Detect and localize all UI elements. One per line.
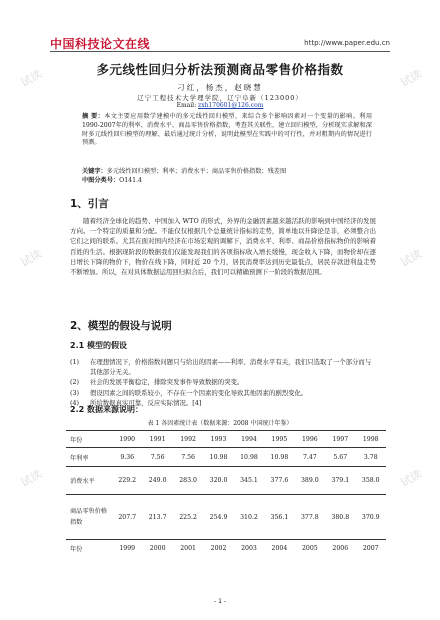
watermark: 试读	[18, 247, 45, 270]
table-cell: 379.1	[325, 467, 355, 495]
table-cell: 356.1	[264, 495, 294, 540]
table-header-cell: 1999	[112, 540, 142, 558]
paper-authors: 刁红，杨杰，赵晓慧	[177, 83, 263, 92]
table-cell: 389.0	[295, 467, 325, 495]
abstract-text: 本文主要应用数学建模中的多元线性回归模型，来综合多个影响因素对一个变量的影响。利用1990-2007年的利率、消费水平、商品零售价格指数，考查其关联性，建立回归模型，分析现实求解和深时多元线性回归模型的理解、最后通过统计分析，说明此模型在实践中的可行性，并对粗期内的情况进行预测。	[82, 113, 373, 147]
table-cell: 207.7	[112, 495, 142, 540]
table-row	[66, 467, 386, 495]
list-item	[70, 357, 376, 377]
table-header-cell: 1992	[173, 431, 203, 448]
table-header-row	[66, 431, 386, 448]
table-header-cell: 2006	[325, 540, 355, 558]
table-cell: 3.78	[356, 448, 387, 467]
table-cell: 370.9	[356, 495, 387, 540]
table-cell: 310.2	[234, 495, 264, 540]
table-cell: 年利率	[66, 448, 112, 467]
table-header-cell: 1991	[142, 431, 172, 448]
list-item	[70, 388, 376, 398]
table-header-cell: 2007	[356, 540, 387, 558]
table-cell: 249.0	[142, 467, 172, 495]
list-item-number: (3)	[70, 388, 80, 397]
keywords-text: 多元线性回归模型；利率；消费水平；商品零售价格指数；残差图	[106, 168, 287, 175]
table-cell: 283.0	[173, 467, 203, 495]
table-header-cell: 2004	[264, 540, 294, 558]
classification-label: 中图分类号：	[82, 177, 120, 184]
table-header-cell: 2001	[173, 540, 203, 558]
watermark: 试读	[398, 467, 425, 490]
table-header-cell: 1994	[234, 431, 264, 448]
table-cell: 225.2	[173, 495, 203, 540]
section-2-heading: 2、模型的假设与说明	[70, 320, 172, 332]
watermark: 试读	[398, 67, 425, 90]
table-header-cell: 2005	[295, 540, 325, 558]
section-1-heading: 1、引言	[70, 198, 109, 210]
abstract	[82, 113, 372, 148]
watermark: 试读	[398, 247, 425, 270]
page-number: - 1 -	[214, 598, 226, 605]
table-cell: 7.47	[295, 448, 325, 467]
table-cell: 213.7	[142, 495, 172, 540]
watermark: 试读	[18, 467, 45, 490]
section-2-2-heading: 2.2 数据来源说明：	[70, 405, 143, 414]
table-header-cell: 2003	[234, 540, 264, 558]
list-item-number: (4)	[70, 398, 80, 407]
table-cell: 358.0	[356, 467, 387, 495]
author-email	[0, 102, 440, 109]
table-header-cell: 1998	[356, 431, 387, 448]
assumption-list	[70, 357, 376, 408]
keywords-label: 关键字：	[82, 168, 107, 175]
table-row	[66, 448, 386, 467]
table-header-cell: 年份	[66, 431, 112, 448]
table-cell: 10.98	[264, 448, 294, 467]
list-item-number: (2)	[70, 378, 80, 387]
section-2-1-heading: 2.1 模型的假设	[70, 341, 127, 350]
list-item-text: 所给数据真实可靠，反应实际情况。[4]	[90, 398, 202, 407]
classification-number	[82, 177, 372, 186]
table-header-row	[66, 540, 386, 558]
table-header-cell: 1993	[203, 431, 233, 448]
table-cell: 229.2	[112, 467, 142, 495]
table-cell: 消费水平	[66, 467, 112, 495]
table-header-cell: 2000	[142, 540, 172, 558]
table-header-cell: 年份	[66, 540, 112, 558]
site-url[interactable]: http://www.paper.edu.cn	[304, 39, 390, 47]
section-1-body	[70, 216, 376, 277]
watermark: 试读	[18, 67, 45, 90]
table-cell: 商品零售价格指数	[66, 495, 112, 540]
table-cell: 380.8	[325, 495, 355, 540]
list-item-text: 在理想情况下，价格指数问题只与给出的因素——利率、消费水平有关，我们只选取了一个部分而与其他部分无关。	[90, 358, 372, 377]
list-item	[70, 377, 376, 387]
table-cell: 320.0	[203, 467, 233, 495]
email-link[interactable]: zxh170601@126.com	[198, 102, 264, 109]
table-cell: 377.6	[264, 467, 294, 495]
table-cell: 345.1	[234, 467, 264, 495]
table-cell: 377.8	[295, 495, 325, 540]
table-header-cell: 1995	[264, 431, 294, 448]
statistics-table	[66, 430, 386, 558]
abstract-label: 摘 要：	[82, 113, 105, 120]
table-cell: 9.36	[112, 448, 142, 467]
list-item-text: 社会的发展平衡稳定，排除突发事件导致数据的突变。	[90, 378, 244, 387]
table-cell: 7.56	[142, 448, 172, 467]
table-cell: 5.67	[325, 448, 355, 467]
table-header-cell: 1997	[325, 431, 355, 448]
table-header-cell: 2002	[203, 540, 233, 558]
site-logo[interactable]: 中国科技论文在线	[50, 37, 151, 51]
classification-value: O141.4	[119, 177, 142, 184]
paper-title: 多元线性回归分析法预测商品零售价格指数	[96, 62, 344, 77]
page-header	[50, 34, 390, 52]
section-1-text: 随着经济全球化的趋势、中国加入 WTO 的形式，外界的金融因素越来越活跃的影响到中国经济的发展方向。一个特定的质量和分配。不能仅仅根据几个总量统计指标的走势，简单地以升降论是非，必须整合出它们之间的联系。尤其在面对国内经济在市场宏观的调解下，消费水平、利率、商品价格指标物价的影响着百姓的生活。根据现阶段的数据我们仅能发现我们的各项指标收入增长缓慢，现金收入下降，而物价却在逐日增长下降的物价下，物价在线下降，同时近 20 个月，居民消费率达到历史最低点，居民存款进利益走势不断增加。所以，在对具体数据运用回归拟合后，我们可以精确预测下一阶段的数据范围。	[70, 217, 376, 277]
table-header-cell: 1996	[295, 431, 325, 448]
table-header-cell: 1990	[112, 431, 142, 448]
table-cell: 10.98	[234, 448, 264, 467]
keywords	[82, 168, 372, 177]
list-item-text: 假设因素之间的联系较小，不存在一个因素的变化导致其他因素的剧烈变化。	[90, 388, 308, 397]
table-cell: 7.56	[173, 448, 203, 467]
email-label: Email:	[176, 102, 197, 109]
table-caption: 表 1 各因素统计表（数据来源：2008 中国统计年鉴）	[147, 420, 293, 427]
table-cell: 254.9	[203, 495, 233, 540]
list-item-number: (1)	[70, 358, 80, 366]
table-row	[66, 495, 386, 540]
author-affiliation: 辽宁工程技术大学理学院，辽宁阜新（123000）	[137, 94, 303, 102]
table-cell: 10.98	[203, 448, 233, 467]
